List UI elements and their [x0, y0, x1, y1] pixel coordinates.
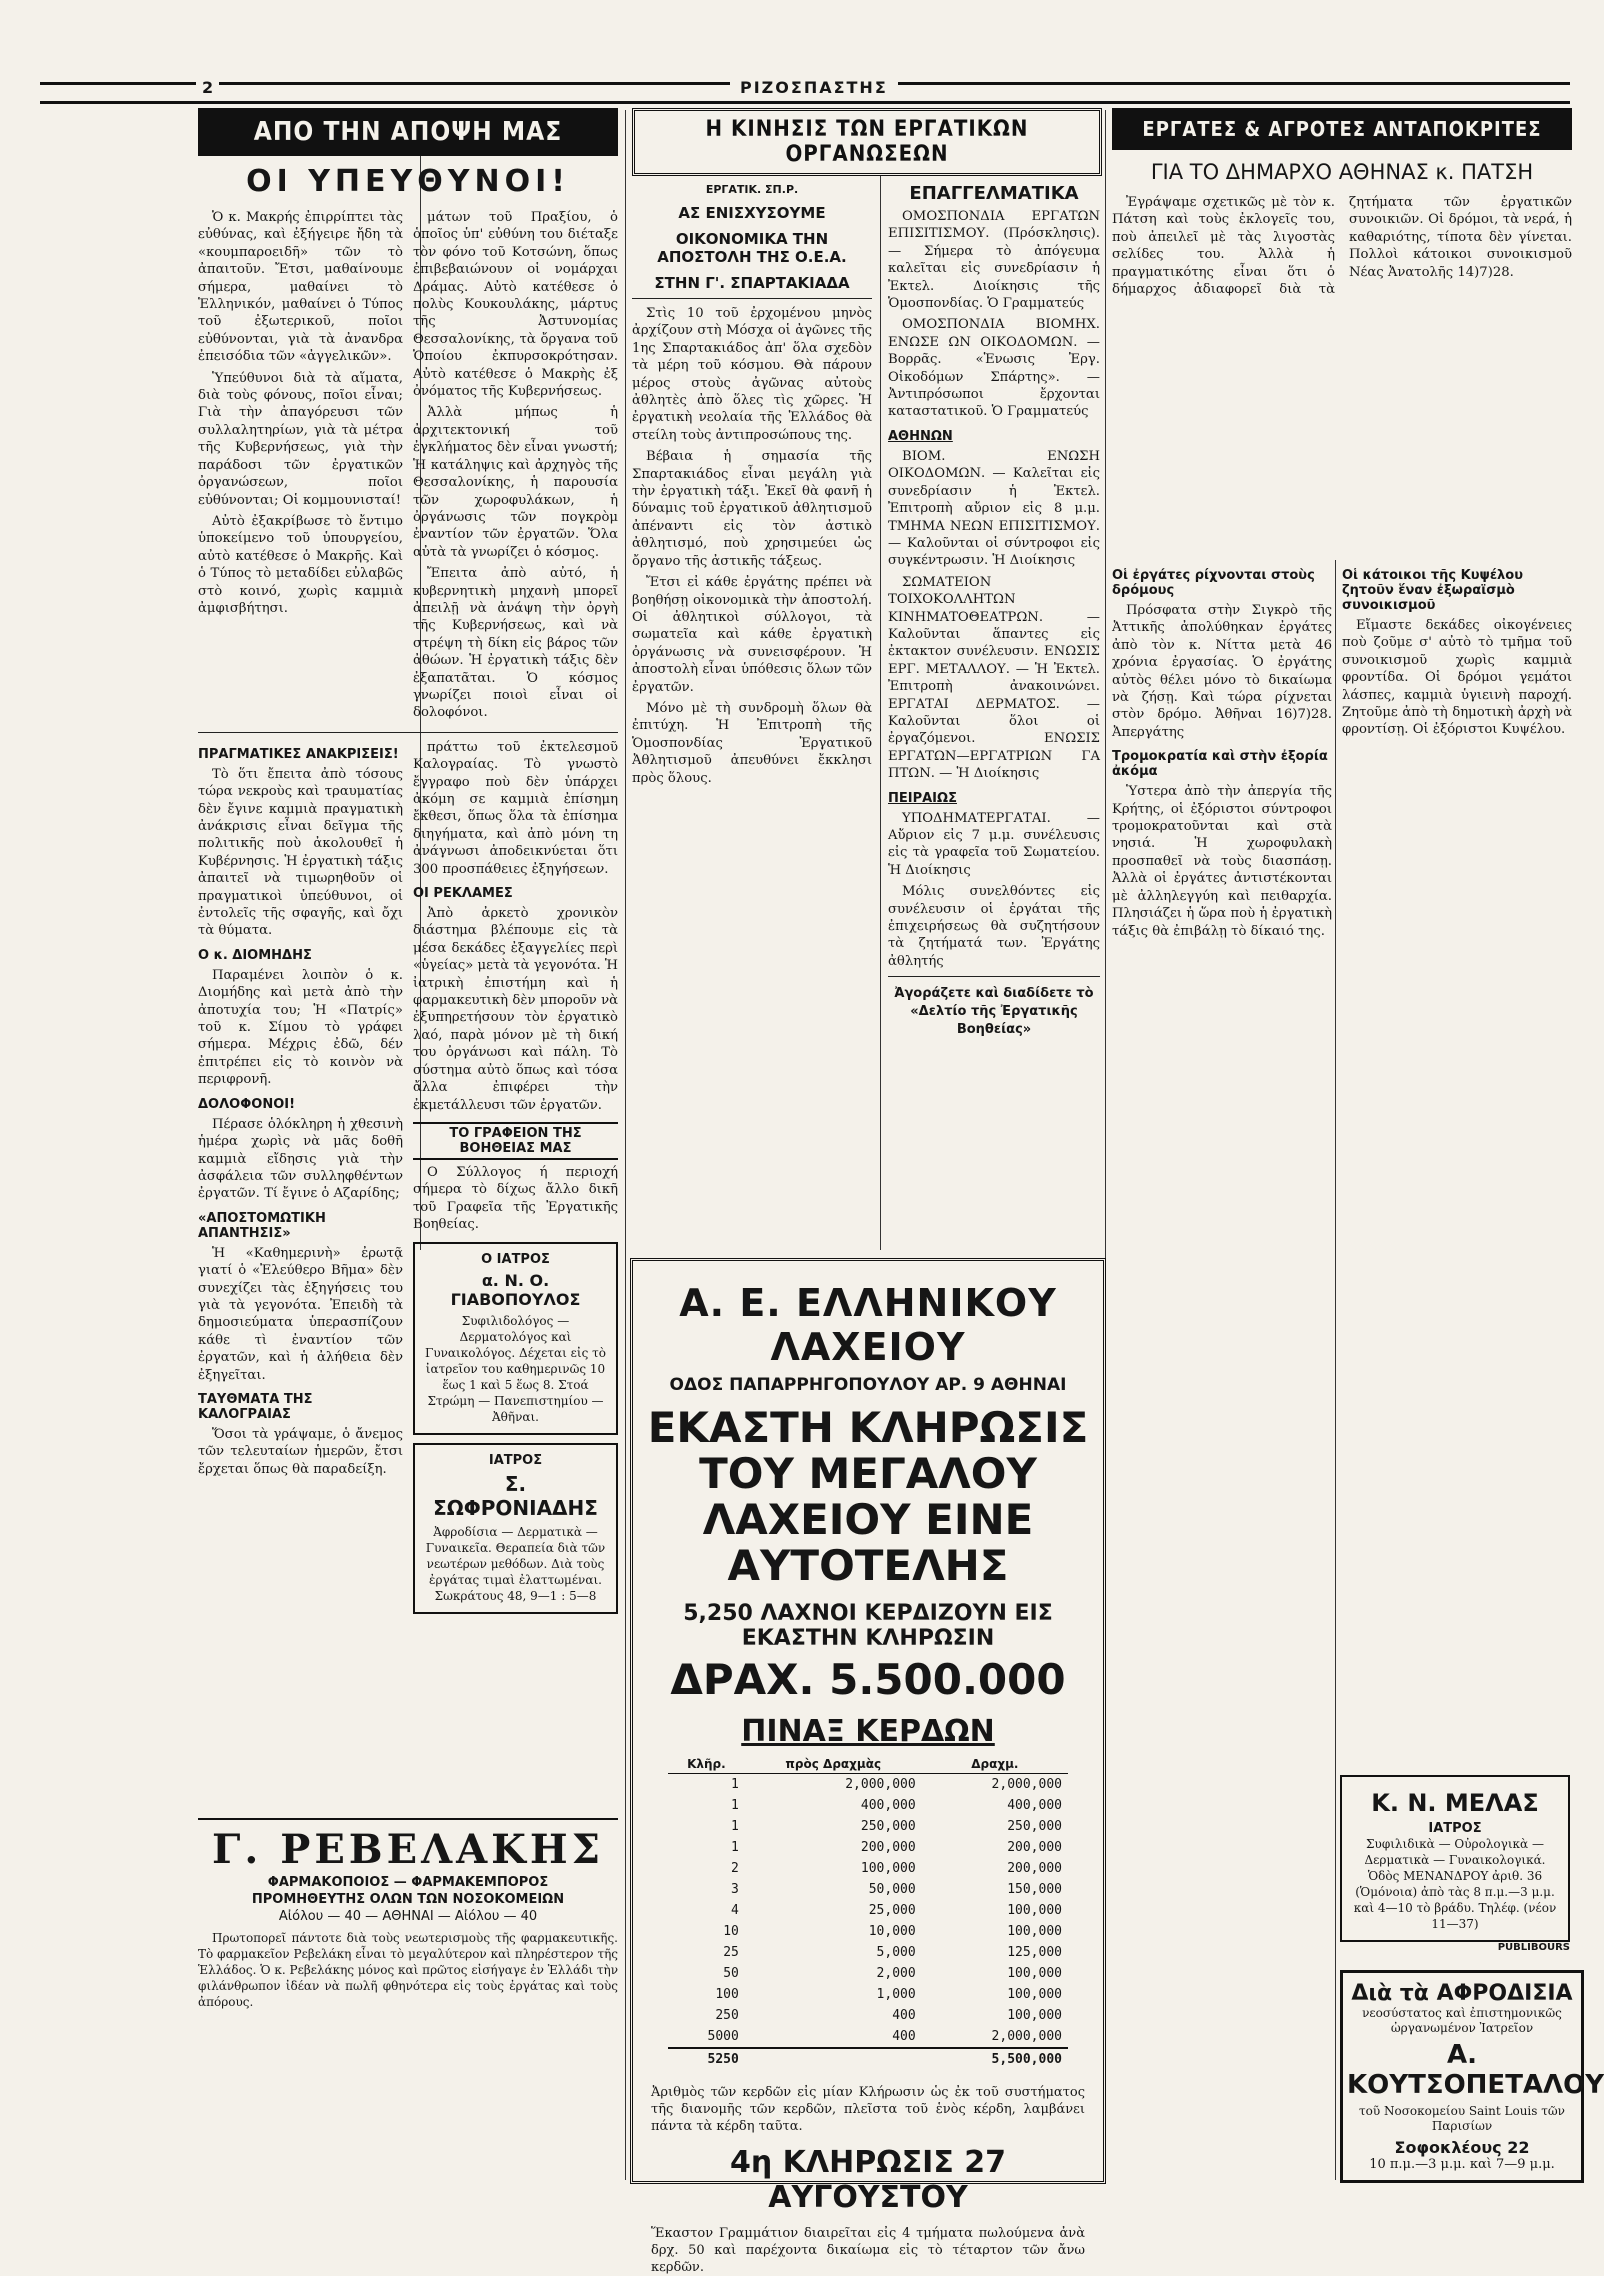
editorial-text-right [413, 209, 618, 726]
subhead-reklames: ΟΙ ΡΕΚΛΑΜΕΣ [413, 886, 513, 902]
ad-hours: 10 π.μ.—3 μ.μ. καὶ 7—9 μ.μ. [1369, 2157, 1555, 2172]
ad-lottery [630, 1258, 1106, 2275]
table-cell: 250,000 [860, 1819, 916, 1834]
ad-label: ΙΑΤΡΟΣ [1428, 1821, 1482, 1836]
ad-label: ΙΑΤΡΟΣ [488, 1452, 543, 1468]
table-cell: 100,000 [1007, 1966, 1062, 1981]
headline-line: ΣΤΗΝ Γ'. ΣΠΑΡΤΑΚΙΑΔΑ [654, 274, 850, 292]
note-deltio: Ἀγοράζετε καὶ διαδίδετε τὸ «Δελτίο τῆς Ἐργατικῆς Βοηθείας» [894, 986, 1094, 1038]
ad-revelakis-sub: ΠΡΟΜΗΘΕΥΤΗΣ ΟΛΩΝ ΤΩΝ ΝΟΣΟΚΟΜΕΙΩΝ [251, 1892, 565, 1907]
ad-doctor-giavopoulos [413, 1242, 618, 1435]
table-cell: 1 [731, 1840, 739, 1855]
headline-line: ΑΣ ΕΝΙΣΧΥΣΟΥΜΕ [678, 204, 826, 222]
subhead-diomidis: Ο κ. ΔΙΟΜΗΔΗΣ [198, 947, 312, 963]
table-cell: 200,000 [860, 1840, 916, 1855]
table-cell: 1 [731, 1819, 739, 1834]
lottery-note: Ἀριθμὸς τῶν κερδῶν εἰς μίαν Κλήρωσιν ὡς ἐκ τοῦ συστήματος τῆς διανομῆς τῶν κερδῶν, πλεῖστα τοῦ ἑνὸς κέρδη, λαμβάνει πάντα τὰ κέρδη ταῦτα. [651, 2085, 1085, 2134]
table-row [668, 1816, 1068, 1837]
paragraph: ΥΠΟΔΗΜΑΤΕΡΓΑΤΑΙ. — Αὔριον εἰς 7 μ.μ. συνέλευσις εἰς τὰ γραφεῖα τοῦ Σωματείου. Ἡ Διοίκησις [888, 810, 1100, 878]
paragraph: Πρωτοπορεῖ πάντοτε διὰ τοὺς νεωτερισμοὺς τῆς φαρμακευτικῆς. Τὸ φαρμακεῖον Ρεβελάκη εἶναι τὸ μεγαλύτερον καὶ πληρέστερον τῆς Ἑλλάδος. Ὁ κ. Ρεβελάκης μόνος καὶ πρῶτος εἰσήγαγε ἐν Ἑλλάδι τὴν φιλάνθρωπον ἰδέαν νὰ πωλῆ φθηνότερα εἰς τοὺς ἐργάτας καὶ τοὺς ἀπόρους. [198, 1931, 618, 2009]
lottery-amount: ΔΡΑΧ. 5.500.000 [670, 1655, 1066, 1704]
table-cell: 25,000 [868, 1903, 916, 1918]
table-cell: 10,000 [868, 1924, 916, 1939]
table-cell: 250 [715, 2008, 739, 2023]
paragraph: Πέρασε ὁλόκληρη ἡ χθεσινὴ ἡμέρα χωρὶς νὰ μᾶς δοθῆ καμμιὰ εἴδησις γιὰ τὴν ἀσφάλεια τῶν συλληφθέντων ἐργατῶν. Τί ἔγινε ὁ Αζαρίδης; [198, 1116, 403, 1202]
paragraph: Ἡ «Καθημερινὴ» ἐρωτᾷ γιατί ὁ «Ἐλεύθερο Βῆμα» δὲν συνεχίζει τὰς ἐξηγήσεις του γιὰ τὰ γεγονότα. Ἐπειδὴ τὰ δημοσιεύματα ὑπερασπίζουν κάθε τὶ ἐναντίον τῶν ἐργατῶν, καὶ ἡ ἀλήθεια δὲν ἐξηγεῖται. [198, 1245, 403, 1383]
paragraph: Ο Σύλλογος ή περιοχή σήμερα τὸ δίχως ἄλλο δικῆ τοῦ Γραφεῖα τῆς Ἐργατικῆς Βοηθείας. [413, 1164, 618, 1233]
table-cell: 3 [731, 1882, 739, 1897]
table-cell: 1,000 [876, 1987, 916, 2002]
ad-revelakis [198, 1818, 618, 2014]
table-cell: 2 [731, 1861, 739, 1876]
subhead-kypselis: Οἱ κάτοικοι τῆς Κυψέλου ζητοῦν ἕναν ἐξωραϊσμὸ συνοικισμοῦ [1342, 568, 1523, 613]
ad-box [1340, 1775, 1570, 1942]
paragraph: Ὑπεύθυνοι διὰ τὰ αἵματα, διὰ τοὺς φόνους, ποῖοι εἶναι; Γιὰ τὴν ἀπαγόρευσι τῶν συλλαλητηρίων, γιὰ τὰ μέτρα τῆς Κυβερνήσεως, γιὰ τὴν παράδοσι τῶν ἐργατικῶν ὀργανώσεων, ποῖοι εὐθύνονται; Οἱ κομμουνισταί! [198, 370, 403, 508]
section-header-correspondents: ΕΡΓΑΤΕΣ & ΑΓΡΟΤΕΣ ΑΝΤΑΠΟΚΡΙΤΕΣ [1112, 108, 1572, 150]
table-row [668, 1963, 1068, 1984]
ad-name: α. Ν. Ο. ΓΙΑΒΟΠΟΥΛΟΣ [450, 1270, 581, 1309]
lottery-draw-date: 4η ΚΛΗΡΩΣΙΣ 27 ΑΥΓΟΥΣΤΟΥ [729, 2145, 1007, 2215]
table-header: πρὸς Δραχμὰς [745, 1755, 922, 1774]
column-1-lower [198, 739, 403, 1622]
column-rule [625, 110, 626, 2180]
table-row [668, 1900, 1068, 1921]
table-cell: 400 [892, 2029, 916, 2044]
paragraph: Ὑστερα ἀπὸ τὴν ἀπεργία τῆς Κρήτης, οἱ ἐξόριστοι σύντροφοι τρομοκρατοῦνται καὶ στὰ νησιά. Ἡ χωροφυλακὴ προσπαθεῖ νὰ τοὺς διασπάσῃ. Ἀλλὰ οἱ ἐργάτες ἀντιστέκονται μὲ ἀλληλεγγύη καὶ πειθαρχία. Πλησιάζει ἡ ὥρα ποὺ ἡ ἐργατικὴ τάξις θὰ ἐπιβάλῃ τὸ δίκαιό της. [1112, 784, 1332, 939]
total-count: 5250 [668, 2048, 745, 2070]
ad-tag: PUBLIBOURS [1497, 1942, 1570, 1953]
table-cell: 100,000 [860, 1861, 916, 1876]
table-cell: 250,000 [1007, 1819, 1062, 1834]
table-row [668, 1774, 1068, 1796]
page-number: 2 [196, 78, 219, 97]
subhead-dolofonoi: ΔΟΛΟΦΟΝΟΙ! [198, 1096, 296, 1112]
masthead: ΡΙΖΟΣΠΑΣΤΗΣ [730, 78, 898, 97]
kicker: ΕΡΓΑΤΙΚ. ΣΠ.Ρ. [705, 183, 799, 196]
paragraph: πράττω τοῦ ἐκτελεσμοῦ Καλογραίας. Τὸ γνωστὸ ἔγγραφο ποὺ δὲν ὑπάρχει ἀκόμη σε καμμιὰ ἐπίσημη ἔκθεσι, ὅπως ὅλα τὰ ἐπίσημα διηγήματα, καὶ ἀπὸ μόνη τη ἀνάγνωσι ἀποδεικνύεται ὅτι 300 προσπάθειες ἐξηγήσεων. [413, 739, 618, 877]
column-sparkiada [632, 175, 872, 1245]
table-header: Δραχμ. [922, 1755, 1068, 1774]
ad-doctor-melas [1340, 1775, 1570, 1953]
table-cell: 5,000 [876, 1945, 916, 1960]
paragraph: Πρόσφατα στὴν Σιγκρὸ τῆς Ἀττικῆς ἀπολύθηκαν ἐργάτες ἀπὸ τὸν κ. Νίττα μετὰ 46 χρόνια ἐργασίας. Ὁ ἐργάτης αὐτὸς θέλει μόνο τὸ δικαίωμα νὰ ζήσῃ. Καὶ τώρα ρίχνεται στὸν δρόμο. Ἀθῆναι 16)7)28. Ἀπεργάτης [1112, 603, 1332, 740]
headline-patsi: ΓΙΑ ΤΟ ΔΗΜΑΡΧΟ ΑΘΗΝΑΣ κ. ΠΑΤΣΗ [1150, 160, 1534, 184]
table-cell: 50 [723, 1966, 739, 1981]
table-cell: 50,000 [868, 1882, 916, 1897]
table-cell: 100,000 [1007, 1903, 1062, 1918]
table-cell: 100,000 [1007, 1924, 1062, 1939]
ad-name: Κ. Ν. ΜΕΛΑΣ [1371, 1789, 1539, 1817]
table-cell: 150,000 [1007, 1882, 1062, 1897]
table-row [668, 1879, 1068, 1900]
ad-body: Συφιλιδικὰ — Οὐρολογικὰ — Δερματικὰ — Γυναικολογικά. Ὁδὸς ΜΕΝΑΝΔΡΟΥ ἀριθ. 36 (Ὁμόνοια) ἀπὸ τὰς 8 π.μ.—3 μ.μ. καὶ 4—10 τὸ βράδυ. Τηλέφ. (νέον 11—37) [1353, 1837, 1557, 1931]
ad-revelakis-address: Αἰόλου — 40 — ΑΘΗΝΑΙ — Αἰόλου — 40 [278, 1909, 538, 1924]
paragraph: Ἔπειτα ἀπὸ αὐτό, ἡ κυβερνητικὴ μηχανὴ μπορεῖ ἀπειλῇ νὰ ἀνάψη τὴν ὀργὴ τῆς Κυβερνήσεως, καὶ νὰ στρέψη τὴ δίκη εἰς βάρος τῶν ἀθώων. Ἡ ἐργατικὴ τάξις δὲν ἐξαπατᾶται. Ὁ κόσμος γνωρίζει ποιοὶ εἶναι οἱ δολοφόνοι. [413, 566, 618, 721]
subhead-grafeion: ΤΟ ΓΡΑΦΕΙΟΝ ΤΗΣ ΒΟΗΘΕΙΑΣ ΜΑΣ [413, 1122, 618, 1160]
table-cell: 1 [731, 1777, 739, 1792]
table-cell: 2,000 [876, 1966, 916, 1981]
paragraph: Ὅσοι τὰ γράψαμε, ὁ ἄνεμος τῶν τελευταίων ἡμερῶν, ἔτσι ἔρχεται ὅπως θὰ παραδείξη. [198, 1426, 403, 1477]
subhead-tromokratia: Τρομοκρατία καὶ στὴν ἐξορία ἀκόμα [1112, 749, 1328, 780]
ad-line: τοῦ Νοσοκομείου Saint Louis τῶν Παρισίων [1359, 2104, 1565, 2133]
divider [888, 976, 1100, 977]
ad-body: Συφιλιδολόγος — Δερματολόγος καὶ Γυναικολόγος. Δέχεται εἰς τὸ ἰατρεῖον του καθημερινῶς 10 ἕως 1 καὶ 5 ἕως 8. Στοά Στρώμη — Πανεπιστημίου — Ἀθῆναι. [425, 1313, 606, 1424]
ad-body: Ἀφροδίσια — Δερματικὰ — Γυναικεῖα. Θεραπεία διὰ τῶν νεωτέρων μεθόδων. Διὰ τοὺς ἐργάτας τιμαὶ ἐλαττωμέναι. Σωκράτους 48, 9—1 : 5—8 [425, 1524, 606, 1603]
table-cell: 200,000 [1007, 1840, 1062, 1855]
column-rule [1335, 560, 1336, 2180]
paragraph: ΟΜΟΣΠΟΝΔΙΑ ΒΙΟΜΗΧ. ΕΝΩΣΕ ΩΝ ΟΙΚΟΔΟΜΩΝ. — Βορρᾶς. «Ἑνωσις Ἐργ. Οἰκοδόμων Σπάρτης». — Ἀντιπρόσωποι ἔρχονται καταστατικοῦ. Ὁ Γραμματεύς [888, 317, 1100, 420]
table-cell: 2,000,000 [845, 1777, 916, 1792]
lottery-address: ΟΔΟΣ ΠΑΠΑΡΡΗΓΟΠΟΥΛΟΥ ΑΡ. 9 ΑΘΗΝΑΙ [669, 1375, 1067, 1395]
column-correspondents-right [1342, 560, 1572, 1770]
lottery-headline: ΕΚΑΣΤΗ ΚΛΗΡΩΣΙΣ ΤΟΥ ΜΕΓΑΛΟΥ ΛΑΧΕΙΟΥ ΕΙΝΕ ΑΥΤΟΤΕΛΗΣ [647, 1403, 1089, 1590]
editorial-text-left [198, 209, 403, 726]
paragraph: Αὐτὸ ἐξακρίβωσε τὸ ἔντιμο ὑποκείμενο τοῦ ὑπουργείου, αὐτὸ κατέθεσε ὁ Μακρῆς. Καὶ ὁ Τύπος τὸ μεταδίδει εὐλαβῶς στὸ κοινό, χωρὶς καμμιὰ ἀμφισβήτησι. [198, 513, 403, 616]
subhead-peiraios: ΠΕΙΡΑΙΩΣ [888, 790, 957, 806]
table-row [668, 2026, 1068, 2048]
paragraph: Μόνο μὲ τὴ συνδρομὴ ὅλων θὰ ἐπιτύχη. Ἡ Ἐπιτροπὴ τῆς Ὁμοσπονδίας Ἐργατικοῦ Ἀθλητισμοῦ ἀπευθύνει ἔκκλησι πρὸς ὅλους. [632, 700, 872, 786]
lottery-title: Α. Ε. ΕΛΛΗΝΙΚΟΥ ΛΑΧΕΙΟΥ [679, 1281, 1057, 1369]
table-row [668, 1795, 1068, 1816]
table-cell: 100,000 [1007, 2008, 1062, 2023]
ad-revelakis-name: Γ. ΡΕΒΕΛΑΚΗΣ [198, 1818, 618, 1873]
subhead-ergates: Οἱ ἐργάτες ρίχνονται στοὺς δρόμους [1112, 568, 1315, 598]
table-row-total [668, 2048, 1068, 2070]
table-cell: 100 [715, 1987, 739, 2002]
paragraph: Τὸ ὅτι ἔπειτα ἀπὸ τόσους τώρα νεκροὺς καὶ τραυματίας δὲν ἔγινε καμμιὰ πραγματικὴ ἀνάκρισις εἶναι δεῖγμα τῆς πολιτικῆς ποὺ ἀκολουθεῖ ἡ Κυβέρνησις. Ἡ ἐργατικὴ τάξις ἀπαιτεῖ νὰ τιμωρηθοῦν οἱ πραγματικοὶ ὑπεύθυνοι, οἱ ἐντολεῖς τῆς σφαγῆς, καὶ ὄχι τὰ θύματα. [198, 766, 403, 939]
table-cell: 2,000,000 [991, 1777, 1062, 1792]
divider [198, 732, 618, 733]
column-correspondents-left [1112, 560, 1332, 2180]
table-cell: 400 [892, 2008, 916, 2023]
paragraph: Ἐγράψαμε σχετικῶς μὲ τὸν κ. Πάτση καὶ τοὺς ἐκλογεῖς του, ποὺ ἀπειλεῖ μὲ τὰς λιγοστὰς σελίδες του. Ἀλλὰ ἡ πραγματικότης εἶναι ὅτι ὁ δήμαρχος ἀδιαφορεῖ διὰ τὰ ζητήματα τῶν ἐργατικῶν συνοικιῶν. Οἱ δρόμοι, τὰ νερά, ἡ καθαριότης, τίποτα δὲν γίνεται. Πολλοὶ κάτοικοι συνοικισμοῦ Νέας Ἀνατολῆς 14)7)28. [1112, 195, 1572, 298]
headline-line: ΟΙΚΟΝΟΜΙΚΑ ΤΗΝ ΑΠΟΣΤΟΛΗ ΤΗΣ Ο.Ε.Α. [657, 230, 847, 266]
subhead-kalograias: ΤΑΥΘΜΑΤΑ ΤΗΣ ΚΑΛΟΓΡΑΙΑΣ [198, 1391, 313, 1422]
subhead-apantisis: «ΑΠΟΣΤΟΜΩΤΙΚΗ ΑΠΑΝΤΗΣΙΣ» [198, 1210, 326, 1241]
column-editorial [198, 108, 618, 1808]
section-labor-header [632, 108, 1102, 168]
table-row [668, 1921, 1068, 1942]
paragraph: Στὶς 10 τοῦ ἐρχομένου μηνὸς ἀρχίζουν στὴ Μόσχα οἱ ἀγῶνες τῆς 1ης Σπαρτακιάδος ἀπ' ὅλα σχεδὸν τὰ μέρη τοῦ κόσμου. Θὰ πάρουν μέρος στοὺς ἀγῶνας αὐτοὺς ἀθλητὲς ἀπὸ ὅλες τὶς χῶρες. Ἡ ἐργατικὴ νεολαία τῆς Ἑλλάδος θὰ στείλη τοὺς ἀντιπροσώπους της. [632, 306, 872, 443]
table-row [668, 2005, 1068, 2026]
column-correspondents-top [1112, 108, 1572, 558]
table-cell: 200,000 [1007, 1861, 1062, 1876]
table-cell: 5000 [707, 2029, 739, 2044]
table-header: Κλῆρ. [668, 1755, 745, 1774]
table-row [668, 1984, 1068, 2005]
lottery-note: Ἕκαστον Γραμμάτιον διαιρεῖται εἰς 4 τμήματα πωλούμενα ἀνὰ δρχ. 50 καὶ παρέχοντα δικαίωμα εἰς τὸ τέταρτον τῶν ἄνω κερδῶν. [651, 2226, 1085, 2275]
table-cell: 400,000 [1007, 1798, 1062, 1813]
ad-name: Σ. ΣΩΦΡΟΝΙΑΔΗΣ [433, 1471, 598, 1520]
table-cell: 25 [723, 1945, 739, 1960]
section-header-editorial: ΑΠΟ ΤΗΝ ΑΠΟΨΗ ΜΑΣ [198, 108, 618, 156]
ad-revelakis-sub: ΦΑΡΜΑΚΟΠΟΙΟΣ — ΦΑΡΜΑΚΕΜΠΟΡΟΣ [267, 1875, 549, 1890]
section-header-labor: Η ΚΙΝΗΣΙΣ ΤΩΝ ΕΡΓΑΤΙΚΩΝ ΟΡΓΑΝΩΣΕΩΝ [632, 108, 1102, 176]
paragraph: Ἔτσι εἰ κάθε ἐργάτης πρέπει νὰ βοηθήσῃ οἰκονομικὰ τὴν ἀποστολή. Οἱ ἀθλητικοὶ σύλλογοι, τὰ σωματεῖα καὶ κάθε ἐργατικὴ ὀργάνωσις νὰ συνεισφέρουν. Ἡ ἀποστολὴ εἶναι ὑπόθεσις ὅλων τῶν ἐργατῶν. [632, 575, 872, 695]
headline-oi-ypeythynoi: ΟΙ ΥΠΕΥΘΥΝΟΙ! [246, 164, 570, 199]
table-row [668, 1837, 1068, 1858]
table-cell: 10 [723, 1924, 739, 1939]
paragraph: Ὁ κ. Μακρής ἐπιρρίπτει τὰς εὐθύνας, καὶ ἐξήγειρε ἤδη τὰ «κουμπαροειδῆ» τῶν τὸ ἀπαιτοῦν. Ἔτσι, μαθαίνουμε σήμερα, μαθαίνει τὸ Ἑλληνικόν, μαθαίνει ὁ Τύπος τοῦ ἐξωτερικοῦ, ποῖοι εὐθύνονται, γιὰ τὰ ἀνανδρα ἐπεισόδια τῶν «ἀγγελικῶν». [198, 210, 403, 365]
divider [632, 298, 872, 299]
ad-name: Α. ΚΟΥΤΣΟΠΕΤΑΛΟΥ [1347, 2040, 1604, 2100]
paragraph: Βέβαια ἡ σημασία τῆς Σπαρτακιάδος εἶναι μεγάλη γιὰ τὴν ἐργατικὴ τάξι. Ἐκεῖ θὰ φανῆ ἡ δύναμις τοῦ ἐργατικοῦ ἀθλητισμοῦ ἀπέναντι εἰς τὸν ἀστικὸ ἀθλητισμό, ποὺ χρησιμεύει ὡς ὄργανο τῆς ἀστικῆς τάξεως. [632, 449, 872, 569]
headline-epaggelmatika: ΕΠΑΓΓΕΛΜΑΤΙΚΑ [909, 183, 1079, 204]
column-epaggelmatika [888, 175, 1100, 1245]
subhead-athinon: ΑΘΗΝΩΝ [888, 428, 953, 444]
ad-line: νεοσύστατος καὶ ἐπιστημονικῶς ὠργανωμένον Ἰατρεῖον [1362, 2006, 1562, 2035]
paragraph: Ἀπὸ ἀρκετὸ χρονικὸν διάστημα βλέπουμε εἰς τὰ μέσα δεκάδες ἐξαγγελίες περὶ «ὑγείας» μετὰ τὰ γεγονότα. Ἡ ἰατρικὴ ἐπιστήμη καὶ ἡ φαρμακευτικὴ δὲν μποροῦν νὰ ἐξυπηρετήσουν τὸν ἐργατικὸ λαό, παρὰ μόνον μὲ τὴ δική του ὀργάνωσι καὶ πάλη. Τὸ σύστημα αὐτὸ ὅπως καὶ τόσα ἄλλα ἐπιφέρει τὴν ἐκμετάλλευσι τῶν ἐργατῶν. [413, 906, 618, 1113]
table-cell: 400,000 [860, 1798, 916, 1813]
lottery-subline: 5,250 ΛΑΧΝΟΙ ΚΕΡΔΙΖΟΥΝ ΕΙΣ ΕΚΑΣΤΗΝ ΚΛΗΡΩΣΙΝ [683, 1601, 1053, 1651]
ad-address: Σοφοκλέους 22 [1394, 2138, 1530, 2157]
lottery-table-title: ΠΙΝΑΞ ΚΕΡΔΩΝ [741, 1714, 995, 1749]
table-cell: 4 [731, 1903, 739, 1918]
table-row [668, 1858, 1068, 1879]
ad-title: Διὰ τὰ ΑΦΡΟΔΙΣΙΑ [1351, 1981, 1573, 2006]
table-cell: 100,000 [1007, 1987, 1062, 2002]
subhead-anakriseis: ΠΡΑΓΜΑΤΙΚΕΣ ΑΝΑΚΡΙΣΕΙΣ! [198, 746, 399, 762]
paragraph: Ἀλλὰ μήπως ἡ ἀρχιτεκτονική τοῦ ἐγκλήματος δὲν εἶναι γνωστή; Ἡ κατάληψις καὶ ἀρχηγὸς τῆς Θεσσαλονίκης, ἡ παρουσία τῶν χωροφυλάκων, ἡ ὀργάνωσις τῶν πογκρὸμ ἐναντίον τῶν ἐργατῶν. Ὅλα αὐτὰ τὰ γνωρίζει ὁ κόσμος. [413, 405, 618, 560]
paragraph: Παραμένει λοιπὸν ὁ κ. Διομήδης καὶ μετὰ ἀπὸ τὴν ἀποτυχία του; Ἡ «Πατρίς» τοῦ κ. Σίμου τὸ γράφει σήμερα. Μέχρις ἐδῶ, δέν ἐπιτρέπει εἰς τὸ κοινὸν νὰ περιφρονῆ. [198, 967, 403, 1088]
paragraph: Εἴμαστε δεκάδες οἰκογένειες ποὺ ζοῦμε σ' αὐτὸ τὸ τμῆμα τοῦ συνοικισμοῦ χωρὶς καμμιὰ φροντίδα. Οἱ δρόμοι γεμάτοι λάσπες, καμμιὰ ὑγιεινὴ παροχή. Ζητοῦμε ἀπὸ τὴ δημοτικὴ ἀρχὴ νὰ φροντίσῃ. Οἱ ἐξόριστοι Κυψέλου. [1342, 618, 1572, 738]
table-cell: 2,000,000 [991, 2029, 1062, 2044]
column-rule [880, 110, 881, 1250]
paragraph: ΒΙΟΜ. ΕΝΩΣΗ ΟΙΚΟΔΟΜΩΝ. — Καλεῖται εἰς συνεδρίασιν ἡ Ἐκτελ. Ἐπιτροπὴ αὔριον εἰς 8 μ.μ. ΤΜΗΜΑ ΝΕΩΝ ΕΠΙΣΙΤΙΣΜΟΥ. — Καλοῦνται οἱ σύντροφοι εἰς συγκέντρωσιν. Ἡ Διοίκησις [888, 448, 1100, 569]
ad-doctor-sofroniadis [413, 1443, 618, 1614]
ad-koutsopetalou [1340, 1970, 1604, 2183]
paragraph: μάτων τοῦ Πραξίου, ὁ ὁποῖος ὑπ' εὐθύνη του διέταξε τὸν φόνο τοῦ Κοτσώνη, ὅπως ἐπιβεβαιώνουν οἱ νομάρχαι Δράμας. Αὐτὸ κατέθεσε ὁ πολὺς Κουκουλάκης, μάρτυς τῆς Ἀστυνομίας Θεσσαλονίκης, τὰ ὄργανα τοῦ Ὁποίου ἐκπυρσοκρότησαν. Αὐτὸ κατέθεσε ὁ Μακρὴς ἐξ ὀνόματος τῆς Κυβερνήσεως. [413, 210, 618, 400]
table-cell: 1 [731, 1798, 739, 1813]
paragraph: Μόλις συνελθόντες εἰς συνέλευσιν οἱ ἐργάται τῆς ἐπιχειρήσεως θὰ συζητήσουν τὰ ζητήματά των. Ἐργάτης ἀθλητής [888, 884, 1100, 969]
column-2-lower [413, 739, 618, 1622]
table-cell: 125,000 [1007, 1945, 1062, 1960]
total-amount: 5,500,000 [922, 2048, 1068, 2070]
prize-table [668, 1755, 1068, 2070]
paragraph: ΟΜΟΣΠΟΝΔΙΑ ΕΡΓΑΤΩΝ ΕΠΙΣΙΤΙΣΜΟΥ. (Πρόσκλησις). — Σήμερα τὸ ἀπόγευμα καλεῖται εἰς συνεδρίασιν ἡ Ἐκτελ. Διοίκησις τῆς Ὁμοσπονδίας. Ὁ Γραμματεύς [888, 209, 1100, 312]
ad-label: Ο ΙΑΤΡΟΣ [481, 1251, 550, 1267]
table-row [668, 1942, 1068, 1963]
paragraph: ΣΩΜΑΤΕΙΟΝ ΤΟΙΧΟΚΟΛΛΗΤΩΝ ΚΙΝΗΜΑΤΟΘΕΑΤΡΩΝ. — Καλοῦνται ἅπαντες εἰς ἐκτακτον συνέλευσιν. ΕΝΩΣΙΣ ΕΡΓ. ΜΕΤΑΛΛΟΥ. — Ἡ Ἐκτελ. Ἐπιτροπὴ ἀνακοινώνει. ΕΡΓΑΤΑΙ ΔΕΡΜΑΤΟΣ. — Καλοῦνται ὅλοι οἱ ἐργαζόμενοι. ΕΝΩΣΙΣ ΕΡΓΑΤΩΝ—ΕΡΓΑΤΡΙΩΝ ΓΑ ΠΤΩΝ. — Ἡ Διοίκησις [888, 574, 1100, 782]
